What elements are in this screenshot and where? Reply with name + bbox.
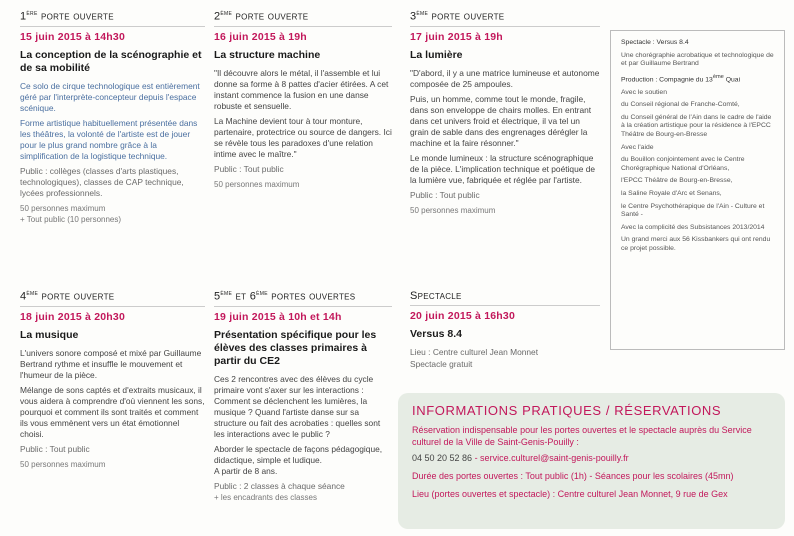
ordinal-suffix: ème [26, 290, 39, 297]
event-date: 15 juin 2015 à 14h30 [20, 30, 125, 43]
duration-text: Durée des portes ouvertes : Tout public (1h) - Séances pour les scolaires (45mn) [412, 471, 734, 481]
audience: Public : 2 classes à chaque séance [214, 480, 345, 491]
description: La Machine devient tour à tour monture, partenaire, protectrice ou source de dangers. Ici se révèle tous les paradoxes d'une relation intime avec le maître." [214, 115, 392, 159]
audience: Public : Tout public [20, 443, 90, 454]
description: Puis, un homme, comme tout le monde, fragile, dans son enveloppe de chairs molles. En entrant dans cet univers froid et électrique, il va tel un grain de sable dans des engrenages dérégler la machine et la faire résonner." [410, 93, 592, 148]
conjunction: et [235, 290, 247, 303]
description: Mélange de sons captés et d'extraits musicaux, il vous aidera à comprendre d'où viennent les sons, pourquoi et comment ils sont traités et comment ils vous emmènent vers un état émotionnel choisi. [20, 384, 205, 439]
credit-line: le Centre Psychothérapique de l'Ain - Culture et Santé - [621, 202, 765, 219]
description: Forme artistique habituellement présentée dans les théâtres, la volonté de l'artiste est de jouer pour le plus grand nombre grâce à la simplification de la logistique technique. [20, 117, 198, 161]
credit-line: du Conseil général de l'Ain dans le cadre de l'aide à la création artistique pour la résidence à l'EPCC Théâtre de Bourg-en-Bresse [621, 113, 772, 139]
description: L'univers sonore composé et mixé par Guillaume Bertrand rythme et insuffle le mouvement et l'humeur de la pièce. [20, 347, 202, 380]
credit-line: du Bouillon conjointement avec le Centre Chorégraphique National d'Orléans, [621, 156, 745, 172]
heading-text: porte ouverte [235, 10, 309, 23]
section-heading: Spectacle [410, 290, 600, 306]
heading-text: porte ouverte [41, 290, 115, 303]
description: "D'abord, il y a une matrice lumineuse et autonome composée de 25 ampoules. [410, 67, 600, 89]
event-date: 16 juin 2015 à 19h [214, 30, 307, 43]
ordinal: 6 [249, 290, 257, 303]
ordinal-suffix: ème [220, 10, 233, 17]
description: Ces 2 rencontres avec des élèves du cycle primaire vont s'axer sur les interactions : Comment se déclenchent les lumières, la musique ? Quand l'artiste danse sur sa structure ou fait des acrobaties : quelles sont les interactions avec le public ? [214, 373, 381, 439]
porte-ouverte-2 [214, 10, 392, 190]
porte-ouverte-4 [20, 290, 205, 470]
event-date: 18 juin 2015 à 20h30 [20, 310, 125, 323]
section-heading [20, 10, 205, 27]
capacity: 50 personnes maximum [214, 179, 300, 189]
ordinal: 5 [214, 290, 221, 303]
ordinal: 4 [20, 290, 27, 303]
phone-number[interactable]: 04 50 20 52 86 [412, 453, 473, 463]
capacity: + les encadrants des classes [214, 492, 317, 502]
email-link[interactable]: - service.culturel@saint-genis-pouilly.fr [472, 453, 629, 463]
venue-text: Lieu (portes ouvertes et spectacle) : Centre culturel Jean Monnet, 9 rue de Gex [412, 489, 728, 499]
capacity-extra: + Tout public (10 personnes) [20, 214, 122, 224]
ordinal-suffix: ème [256, 290, 268, 297]
capacity: 50 personnes maximum [410, 205, 496, 215]
event-title: La conception de la scénographie et de sa mobilité [20, 48, 202, 74]
heading-text: porte ouverte [431, 10, 505, 23]
description: "Il découvre alors le métal, il l'assemble et lui donne sa forme à 8 pattes d'acier étirées. A cet instant commence la fusion en une danse robuste et sensuelle. [214, 67, 389, 111]
ordinal-suffix: ème [712, 73, 724, 80]
ordinal: 1 [20, 10, 27, 23]
description: Aborder le spectacle de façons pédagogique, didactique, simple et ludique. [214, 443, 383, 465]
description: Ce solo de cirque technologique est entièrement géré par l'interprète-concepteur depuis l'espace scénique. [20, 80, 200, 113]
audience: Public : collèges (classes d'arts plastiques, technologiques), classes de CAP technique, lycées professionnels. [20, 165, 184, 198]
heading-text: portes ouvertes [271, 290, 356, 303]
spectacle [410, 290, 600, 374]
ordinal: 2 [214, 10, 221, 23]
event-date: 20 juin 2015 à 16h30 [410, 310, 515, 322]
credit-line: du Conseil régional de Franche-Comté, [621, 101, 740, 109]
section-heading [410, 10, 600, 27]
credit-line: Un grand merci aux 56 Kissbankers qui ont rendu ce projet possible. [621, 236, 771, 252]
event-title: Versus 8.4 [410, 328, 462, 340]
audience: Public : Tout public [410, 189, 480, 200]
event-title: La musique [20, 328, 79, 341]
credit-line: Avec le soutien [621, 88, 667, 96]
porte-ouverte-3 [410, 10, 600, 216]
heading-text: porte ouverte [40, 10, 114, 23]
event-title: La structure machine [214, 48, 321, 61]
age-limit: A partir de 8 ans. [214, 465, 278, 476]
credit-line: Avec la complicité des Subsistances 2013/2014 [621, 223, 765, 231]
production-label: Production : Compagnie du 13 [621, 76, 713, 84]
info-title: INFORMATIONS PRATIQUES / RÉSERVATIONS [412, 403, 722, 418]
porte-ouverte-1 [20, 10, 205, 225]
venue: Lieu : Centre culturel Jean Monnet [410, 347, 539, 357]
free-note: Spectacle gratuit [410, 359, 473, 369]
credit-line: Une chorégraphie acrobatique et technologique de et par Guillaume Bertrand [621, 51, 774, 68]
production-name: Quai [723, 76, 741, 84]
event-title: Présentation spécifique pour les élèves des classes primaires à partir du CE2 [214, 328, 377, 367]
event-title: La lumière [410, 48, 463, 61]
ordinal: 3 [410, 10, 417, 23]
event-date: 19 juin 2015 à 10h et 14h [214, 310, 342, 323]
ordinal-suffix: ère [26, 10, 38, 17]
event-date: 17 juin 2015 à 19h [410, 30, 503, 43]
credit-line: l'EPCC Théâtre de Bourg-en-Bresse, [621, 177, 733, 185]
description: Le monde lumineux : la structure scénographique de la pièce. L'implication technique et poétique de la lumière vue, fabriquée et réglée par l'artiste. [410, 152, 596, 185]
section-heading [20, 290, 205, 307]
contact-line [412, 452, 771, 464]
ordinal-suffix: ème [416, 10, 429, 17]
ordinal-suffix: ème [220, 290, 233, 297]
audience: Public : Tout public [214, 163, 284, 174]
reservation-text: Réservation indispensable pour les portes ouvertes et le spectacle auprès du Service culturel de la Ville de Saint-Genis-Pouilly : [412, 425, 752, 447]
portes-ouvertes-5-6 [214, 290, 392, 503]
credit-line: la Saline Royale d'Arc et Senans, [621, 189, 722, 197]
credits-box [610, 30, 785, 350]
capacity: 50 personnes maximum [20, 203, 106, 213]
capacity: 50 personnes maximum [20, 459, 106, 469]
section-heading [214, 10, 392, 27]
credit-line: Avec l'aide [621, 143, 654, 151]
credit-line: Spectacle : Versus 8.4 [621, 39, 689, 46]
info-reservations-box [398, 393, 785, 529]
credit-production [621, 73, 774, 85]
section-heading [214, 290, 392, 307]
